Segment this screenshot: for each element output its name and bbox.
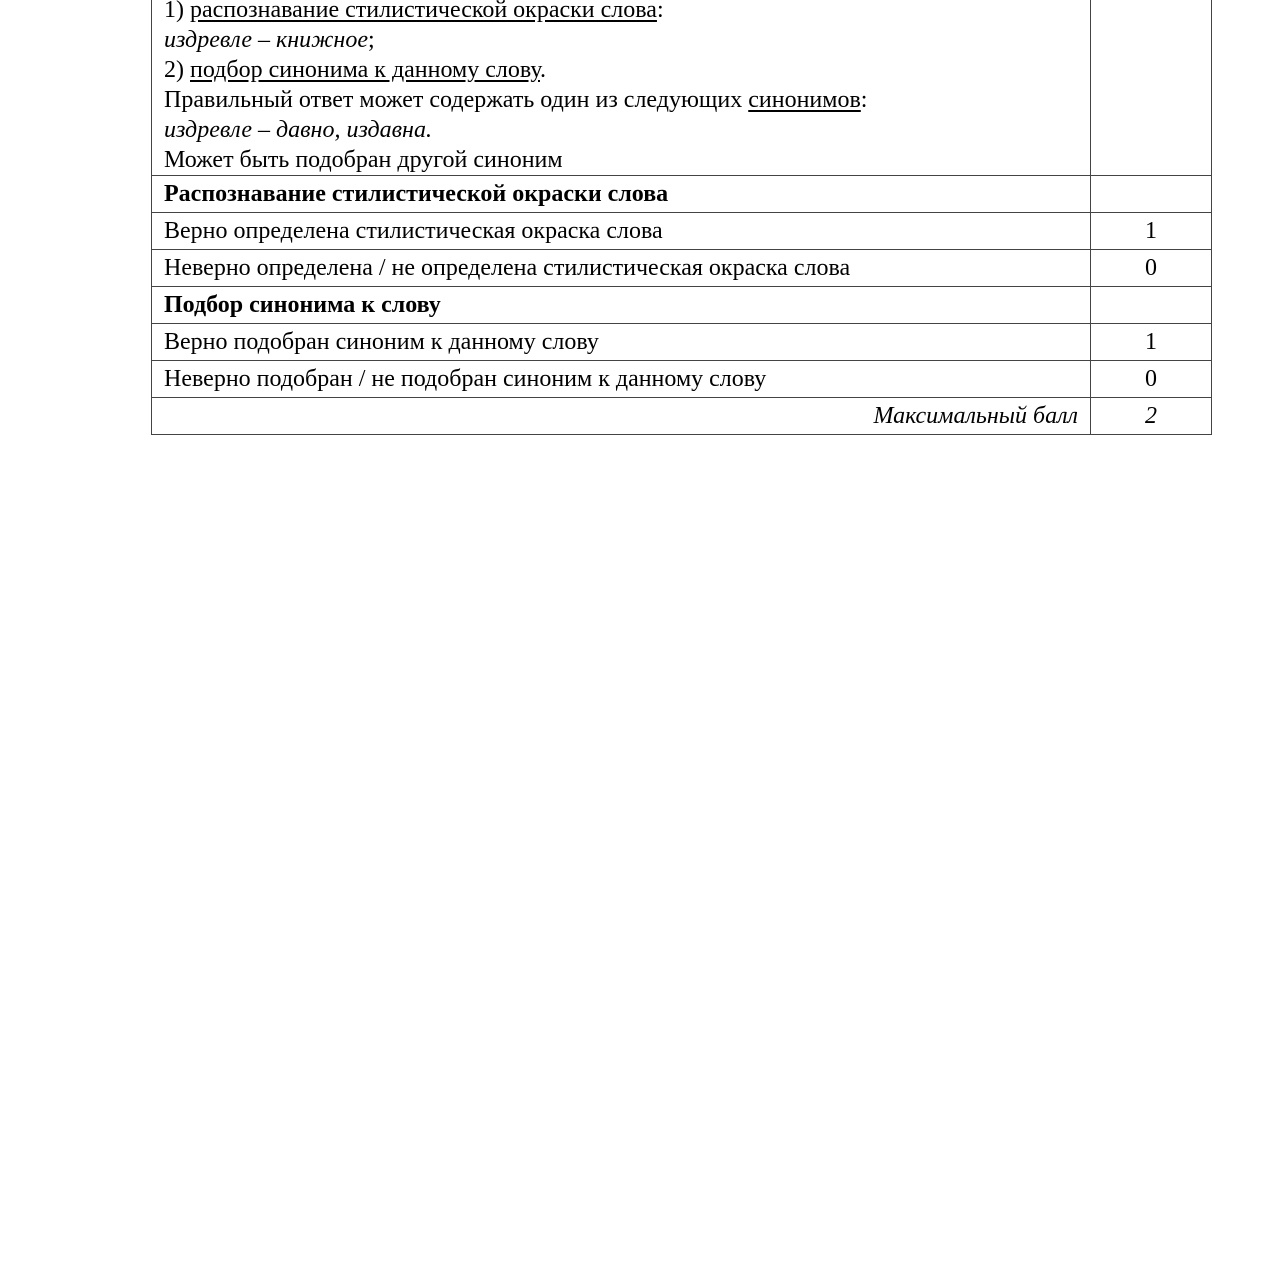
criterion-row — [152, 324, 1212, 361]
description-score-cell — [1091, 0, 1212, 176]
item-1-line: 1) распознавание стилистической окраски слова: — [164, 0, 1078, 25]
item-2-line: 2) подбор синонима к данному слову. — [164, 57, 546, 83]
criterion-text: Неверно подобран / не подобран синоним к данному слову — [152, 361, 1091, 398]
item-2-text: подбор синонима к данному слову — [190, 57, 540, 83]
criterion-score: 1 — [1091, 324, 1212, 361]
criterion-score: 0 — [1091, 361, 1212, 398]
criterion-score: 1 — [1091, 213, 1212, 250]
assessment-criteria-table — [151, 0, 1212, 435]
criterion-text: Верно определена стилистическая окраска слова — [152, 213, 1091, 250]
section-title: Подбор синонима к слову — [152, 287, 1091, 324]
section-score-cell — [1091, 176, 1212, 213]
answer-2-line: издревле – давно, издавна. — [164, 117, 432, 143]
criterion-row — [152, 250, 1212, 287]
max-score-value: 2 — [1091, 398, 1212, 435]
note-underlined-word: синонимов — [748, 87, 861, 113]
criterion-text: Неверно определена / не определена стилистическая окраска слова — [152, 250, 1091, 287]
description-row — [152, 0, 1212, 176]
section-header-row — [152, 176, 1212, 213]
section-score-cell — [1091, 287, 1212, 324]
alt-note-line: Может быть подобран другой синоним — [164, 147, 563, 173]
answer-1-text: издревле – книжное — [164, 27, 368, 53]
criterion-row — [152, 213, 1212, 250]
criterion-score: 0 — [1091, 250, 1212, 287]
note-line: Правильный ответ может содержать один из следующих синонимов: — [164, 87, 868, 113]
max-score-row — [152, 398, 1212, 435]
task-description-cell — [152, 0, 1091, 176]
item-1-text: распознавание стилистической окраски слова — [190, 0, 657, 23]
criterion-row — [152, 361, 1212, 398]
answer-1-line: издревле – книжное; — [164, 27, 375, 53]
section-title: Распознавание стилистической окраски слова — [152, 176, 1091, 213]
section-header-row — [152, 287, 1212, 324]
criterion-text: Верно подобран синоним к данному слову — [152, 324, 1091, 361]
max-score-label: Максимальный балл — [152, 398, 1091, 435]
